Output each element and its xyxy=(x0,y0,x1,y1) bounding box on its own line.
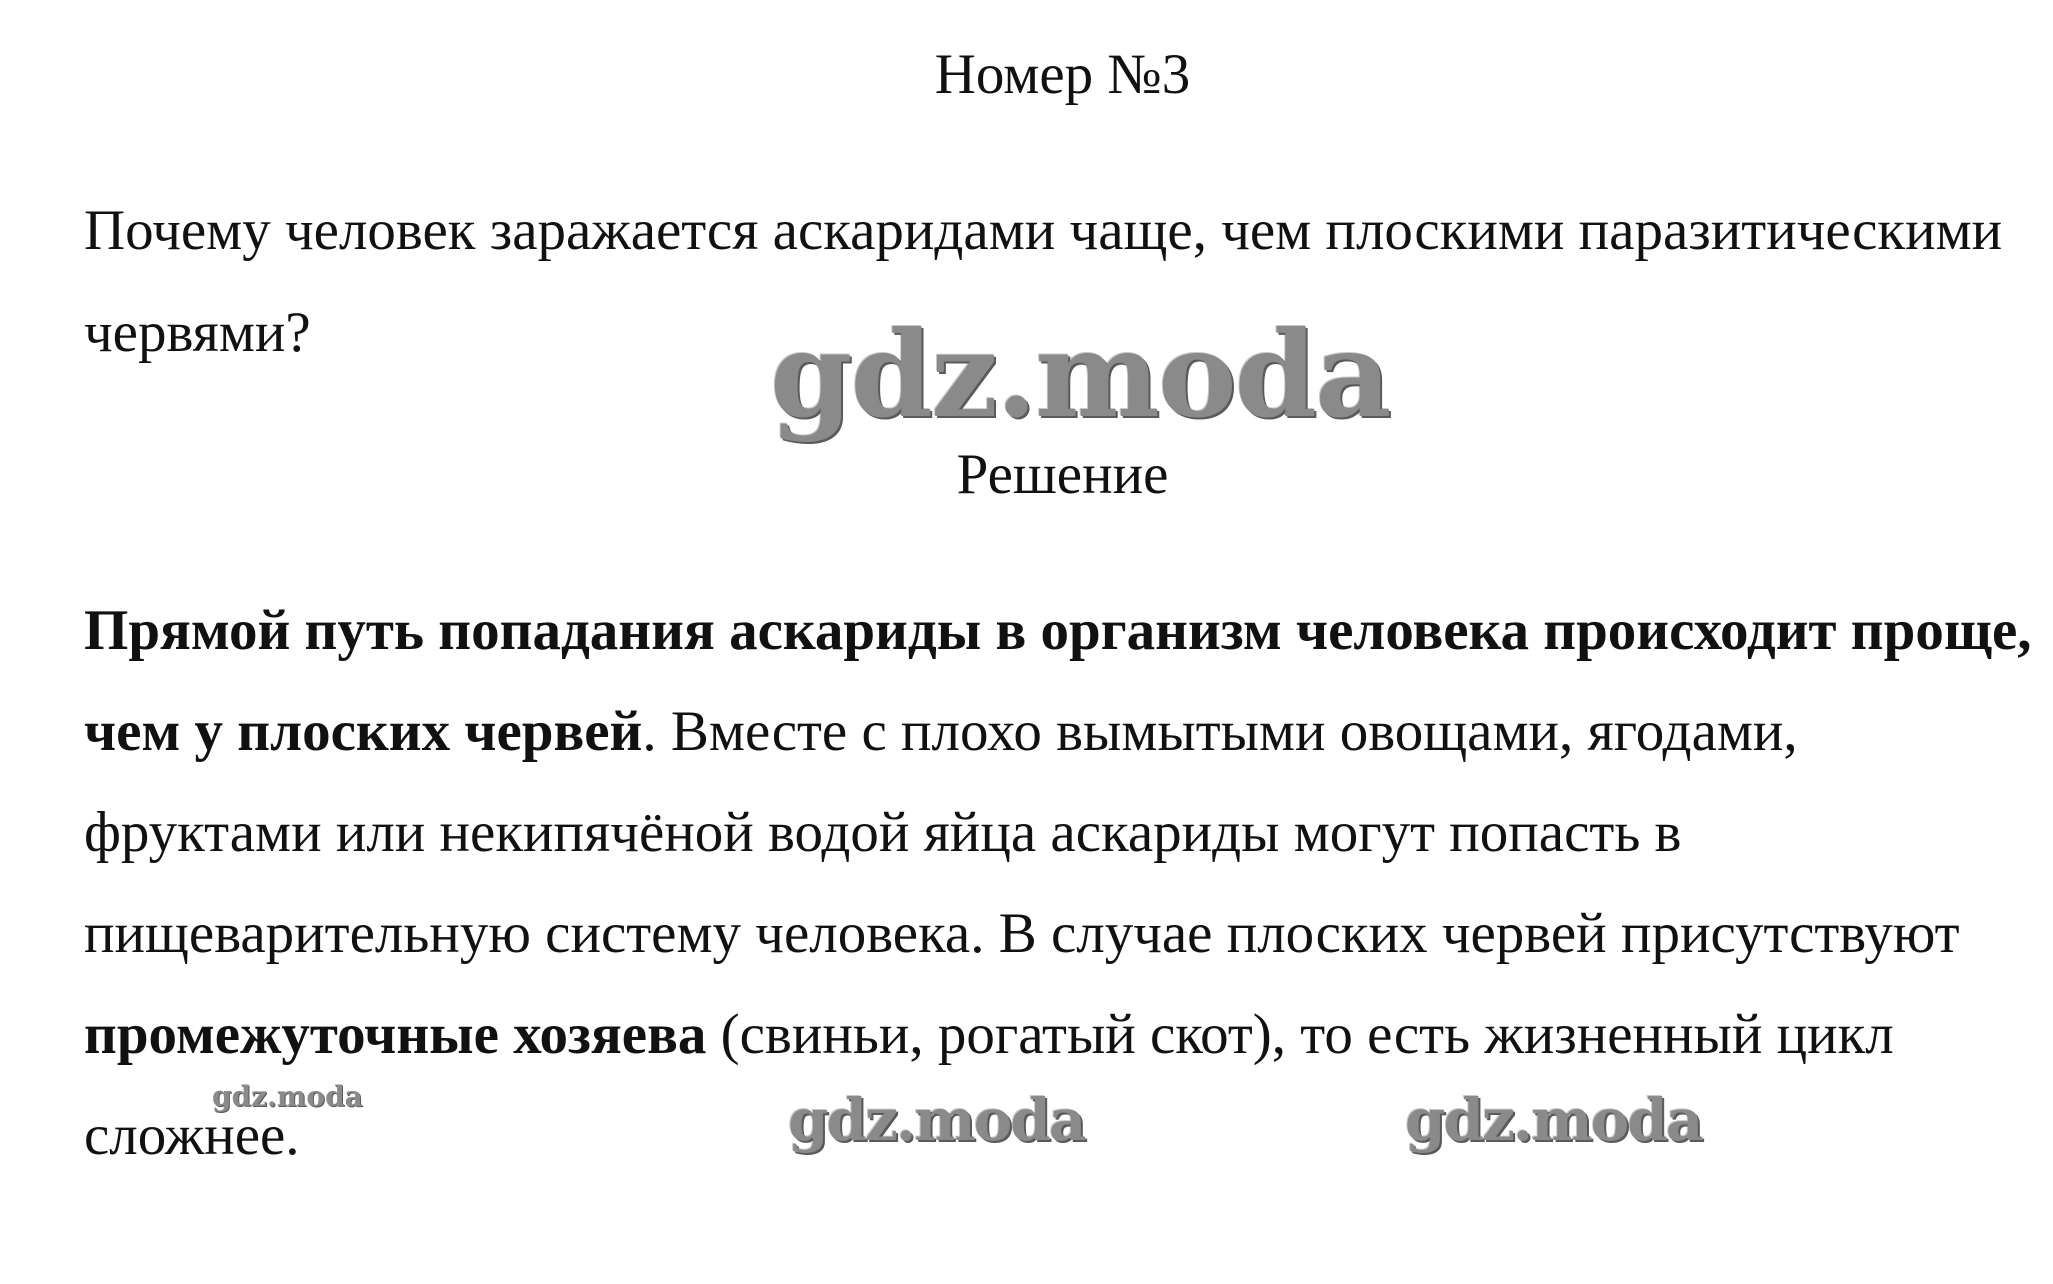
answer-bold-intro: Прямой путь попадания аскариды в организм человека происходит проще, чем у плоских червей xyxy=(84,599,2032,763)
answer-bold-hosts: промежуточные хозяева xyxy=(84,1003,707,1066)
watermark-logo-bottom-right: gdz.moda xyxy=(1405,1086,1702,1154)
watermark-logo-bottom-left: gdz.moda xyxy=(788,1086,1085,1154)
page-title: Номер №3 xyxy=(934,43,1191,106)
watermark-logo: gdz.moda xyxy=(770,305,1390,444)
answer-body-1: . Вместе с плохо вымытыми овощами, ягодами, фруктами или некипячёной водой яйца аскариды могут попасть в пищеварительную систему человека. В случае плоских червей присутствуют xyxy=(84,700,1960,965)
question-text: Почему человек заражается аскаридами чаще, чем плоскими паразитическими червями? xyxy=(84,199,2003,364)
watermark-logo-small: gdz.moda xyxy=(212,1080,363,1113)
answer-body-2: (свиньи, рогатый скот), то есть жизненный цикл сложнее. xyxy=(84,1003,1894,1167)
solution-heading: Решение xyxy=(956,443,1169,506)
